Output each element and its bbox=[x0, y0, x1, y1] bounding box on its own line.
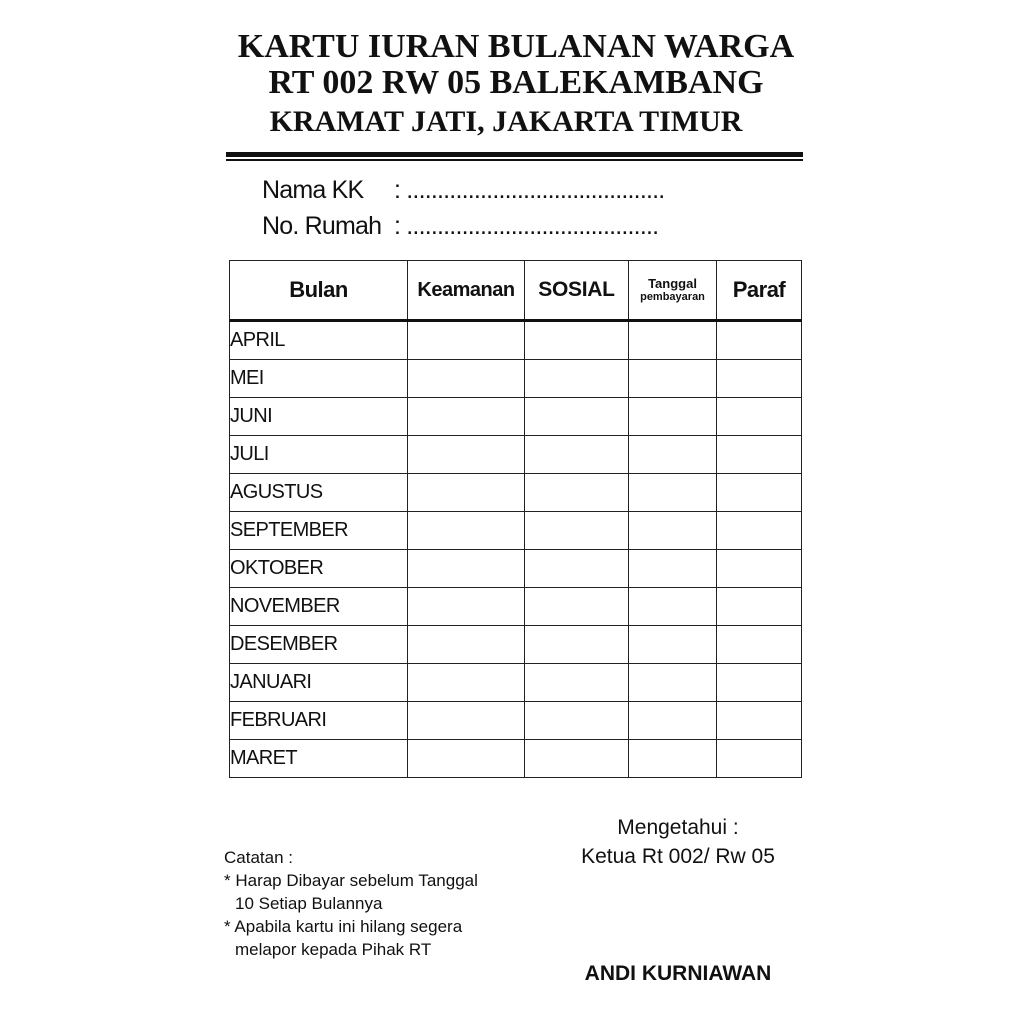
paraf-cell[interactable] bbox=[717, 740, 802, 778]
keamanan-cell[interactable] bbox=[408, 740, 525, 778]
table-header-row bbox=[230, 261, 802, 321]
sosial-cell[interactable] bbox=[525, 588, 629, 626]
month-cell: APRIL bbox=[230, 321, 408, 360]
tanggal-cell[interactable] bbox=[629, 398, 717, 436]
month-cell: JANUARI bbox=[230, 664, 408, 702]
keamanan-cell[interactable] bbox=[408, 321, 525, 360]
keamanan-cell[interactable] bbox=[408, 474, 525, 512]
table-row bbox=[230, 740, 802, 778]
notes-title: Catatan : bbox=[224, 848, 293, 867]
keamanan-cell[interactable] bbox=[408, 360, 525, 398]
tanggal-cell[interactable] bbox=[629, 664, 717, 702]
card-title-line-2: RT 002 RW 05 BALEKAMBANG bbox=[268, 64, 764, 101]
signature-name: ANDI KURNIAWAN bbox=[584, 962, 772, 985]
header-divider-thick bbox=[226, 152, 803, 157]
nama-kk-value[interactable]: : .......................................... bbox=[394, 176, 665, 204]
header-divider-thin bbox=[226, 159, 803, 161]
card-title-line-1: KARTU IURAN BULANAN WARGA bbox=[237, 28, 795, 65]
keamanan-cell[interactable] bbox=[408, 588, 525, 626]
tanggal-cell[interactable] bbox=[629, 550, 717, 588]
table-row bbox=[230, 702, 802, 740]
month-cell: DESEMBER bbox=[230, 626, 408, 664]
header-tanggal: Tanggal bbox=[648, 275, 697, 291]
table-row bbox=[230, 588, 802, 626]
month-cell: JULI bbox=[230, 436, 408, 474]
notes-line-2: 10 Setiap Bulannya bbox=[235, 894, 383, 913]
tanggal-cell[interactable] bbox=[629, 740, 717, 778]
notes-line-1: * Harap Dibayar sebelum Tanggal bbox=[224, 871, 478, 890]
keamanan-cell[interactable] bbox=[408, 702, 525, 740]
sosial-cell[interactable] bbox=[525, 550, 629, 588]
sosial-cell[interactable] bbox=[525, 512, 629, 550]
tanggal-cell[interactable] bbox=[629, 626, 717, 664]
notes-line-3: * Apabila kartu ini hilang segera bbox=[224, 917, 463, 936]
table-row bbox=[230, 512, 802, 550]
table-row bbox=[230, 626, 802, 664]
header-bulan: Bulan bbox=[230, 261, 408, 321]
paraf-cell[interactable] bbox=[717, 626, 802, 664]
month-cell: MEI bbox=[230, 360, 408, 398]
sosial-cell[interactable] bbox=[525, 321, 629, 360]
month-cell: MARET bbox=[230, 740, 408, 778]
signature-mengetahui: Mengetahui : bbox=[617, 816, 739, 839]
sosial-cell[interactable] bbox=[525, 474, 629, 512]
month-cell: OKTOBER bbox=[230, 550, 408, 588]
header-pembayaran: pembayaran bbox=[640, 291, 705, 304]
table-row bbox=[230, 398, 802, 436]
month-cell: SEPTEMBER bbox=[230, 512, 408, 550]
nama-kk-field[interactable] bbox=[262, 176, 664, 205]
card-title-line-3: KRAMAT JATI, JAKARTA TIMUR bbox=[269, 105, 743, 138]
tanggal-cell[interactable] bbox=[629, 702, 717, 740]
notes-line-4: melapor kepada Pihak RT bbox=[235, 940, 432, 959]
paraf-cell[interactable] bbox=[717, 398, 802, 436]
sosial-cell[interactable] bbox=[525, 398, 629, 436]
tanggal-cell[interactable] bbox=[629, 321, 717, 360]
header-keamanan: Keamanan bbox=[408, 261, 525, 321]
table-row bbox=[230, 550, 802, 588]
keamanan-cell[interactable] bbox=[408, 550, 525, 588]
paraf-cell[interactable] bbox=[717, 702, 802, 740]
nama-kk-label: Nama KK bbox=[262, 176, 364, 204]
sosial-cell[interactable] bbox=[525, 360, 629, 398]
header-paraf: Paraf bbox=[717, 261, 802, 321]
sosial-cell[interactable] bbox=[525, 702, 629, 740]
paraf-cell[interactable] bbox=[717, 321, 802, 360]
tanggal-cell[interactable] bbox=[629, 360, 717, 398]
payment-table bbox=[229, 260, 802, 778]
paraf-cell[interactable] bbox=[717, 550, 802, 588]
notes-block bbox=[224, 846, 478, 961]
no-rumah-field[interactable] bbox=[262, 212, 658, 241]
header-sosial: SOSIAL bbox=[525, 261, 629, 321]
month-cell: AGUSTUS bbox=[230, 474, 408, 512]
table-row bbox=[230, 360, 802, 398]
paraf-cell[interactable] bbox=[717, 664, 802, 702]
keamanan-cell[interactable] bbox=[408, 436, 525, 474]
keamanan-cell[interactable] bbox=[408, 512, 525, 550]
no-rumah-value[interactable]: : ......................................... bbox=[394, 212, 659, 240]
month-cell: NOVEMBER bbox=[230, 588, 408, 626]
table-row bbox=[230, 436, 802, 474]
table-row bbox=[230, 474, 802, 512]
tanggal-cell[interactable] bbox=[629, 436, 717, 474]
tanggal-cell[interactable] bbox=[629, 474, 717, 512]
table-row bbox=[230, 664, 802, 702]
tanggal-cell[interactable] bbox=[629, 512, 717, 550]
tanggal-cell[interactable] bbox=[629, 588, 717, 626]
sosial-cell[interactable] bbox=[525, 740, 629, 778]
paraf-cell[interactable] bbox=[717, 512, 802, 550]
sosial-cell[interactable] bbox=[525, 436, 629, 474]
paraf-cell[interactable] bbox=[717, 588, 802, 626]
sosial-cell[interactable] bbox=[525, 626, 629, 664]
table-row bbox=[230, 321, 802, 360]
month-cell: FEBRUARI bbox=[230, 702, 408, 740]
month-cell: JUNI bbox=[230, 398, 408, 436]
keamanan-cell[interactable] bbox=[408, 626, 525, 664]
paraf-cell[interactable] bbox=[717, 474, 802, 512]
paraf-cell[interactable] bbox=[717, 360, 802, 398]
keamanan-cell[interactable] bbox=[408, 664, 525, 702]
sosial-cell[interactable] bbox=[525, 664, 629, 702]
signature-role: Ketua Rt 002/ Rw 05 bbox=[581, 845, 775, 868]
paraf-cell[interactable] bbox=[717, 436, 802, 474]
keamanan-cell[interactable] bbox=[408, 398, 525, 436]
header-tanggal-pembayaran bbox=[629, 261, 717, 321]
no-rumah-label: No. Rumah bbox=[262, 212, 382, 240]
